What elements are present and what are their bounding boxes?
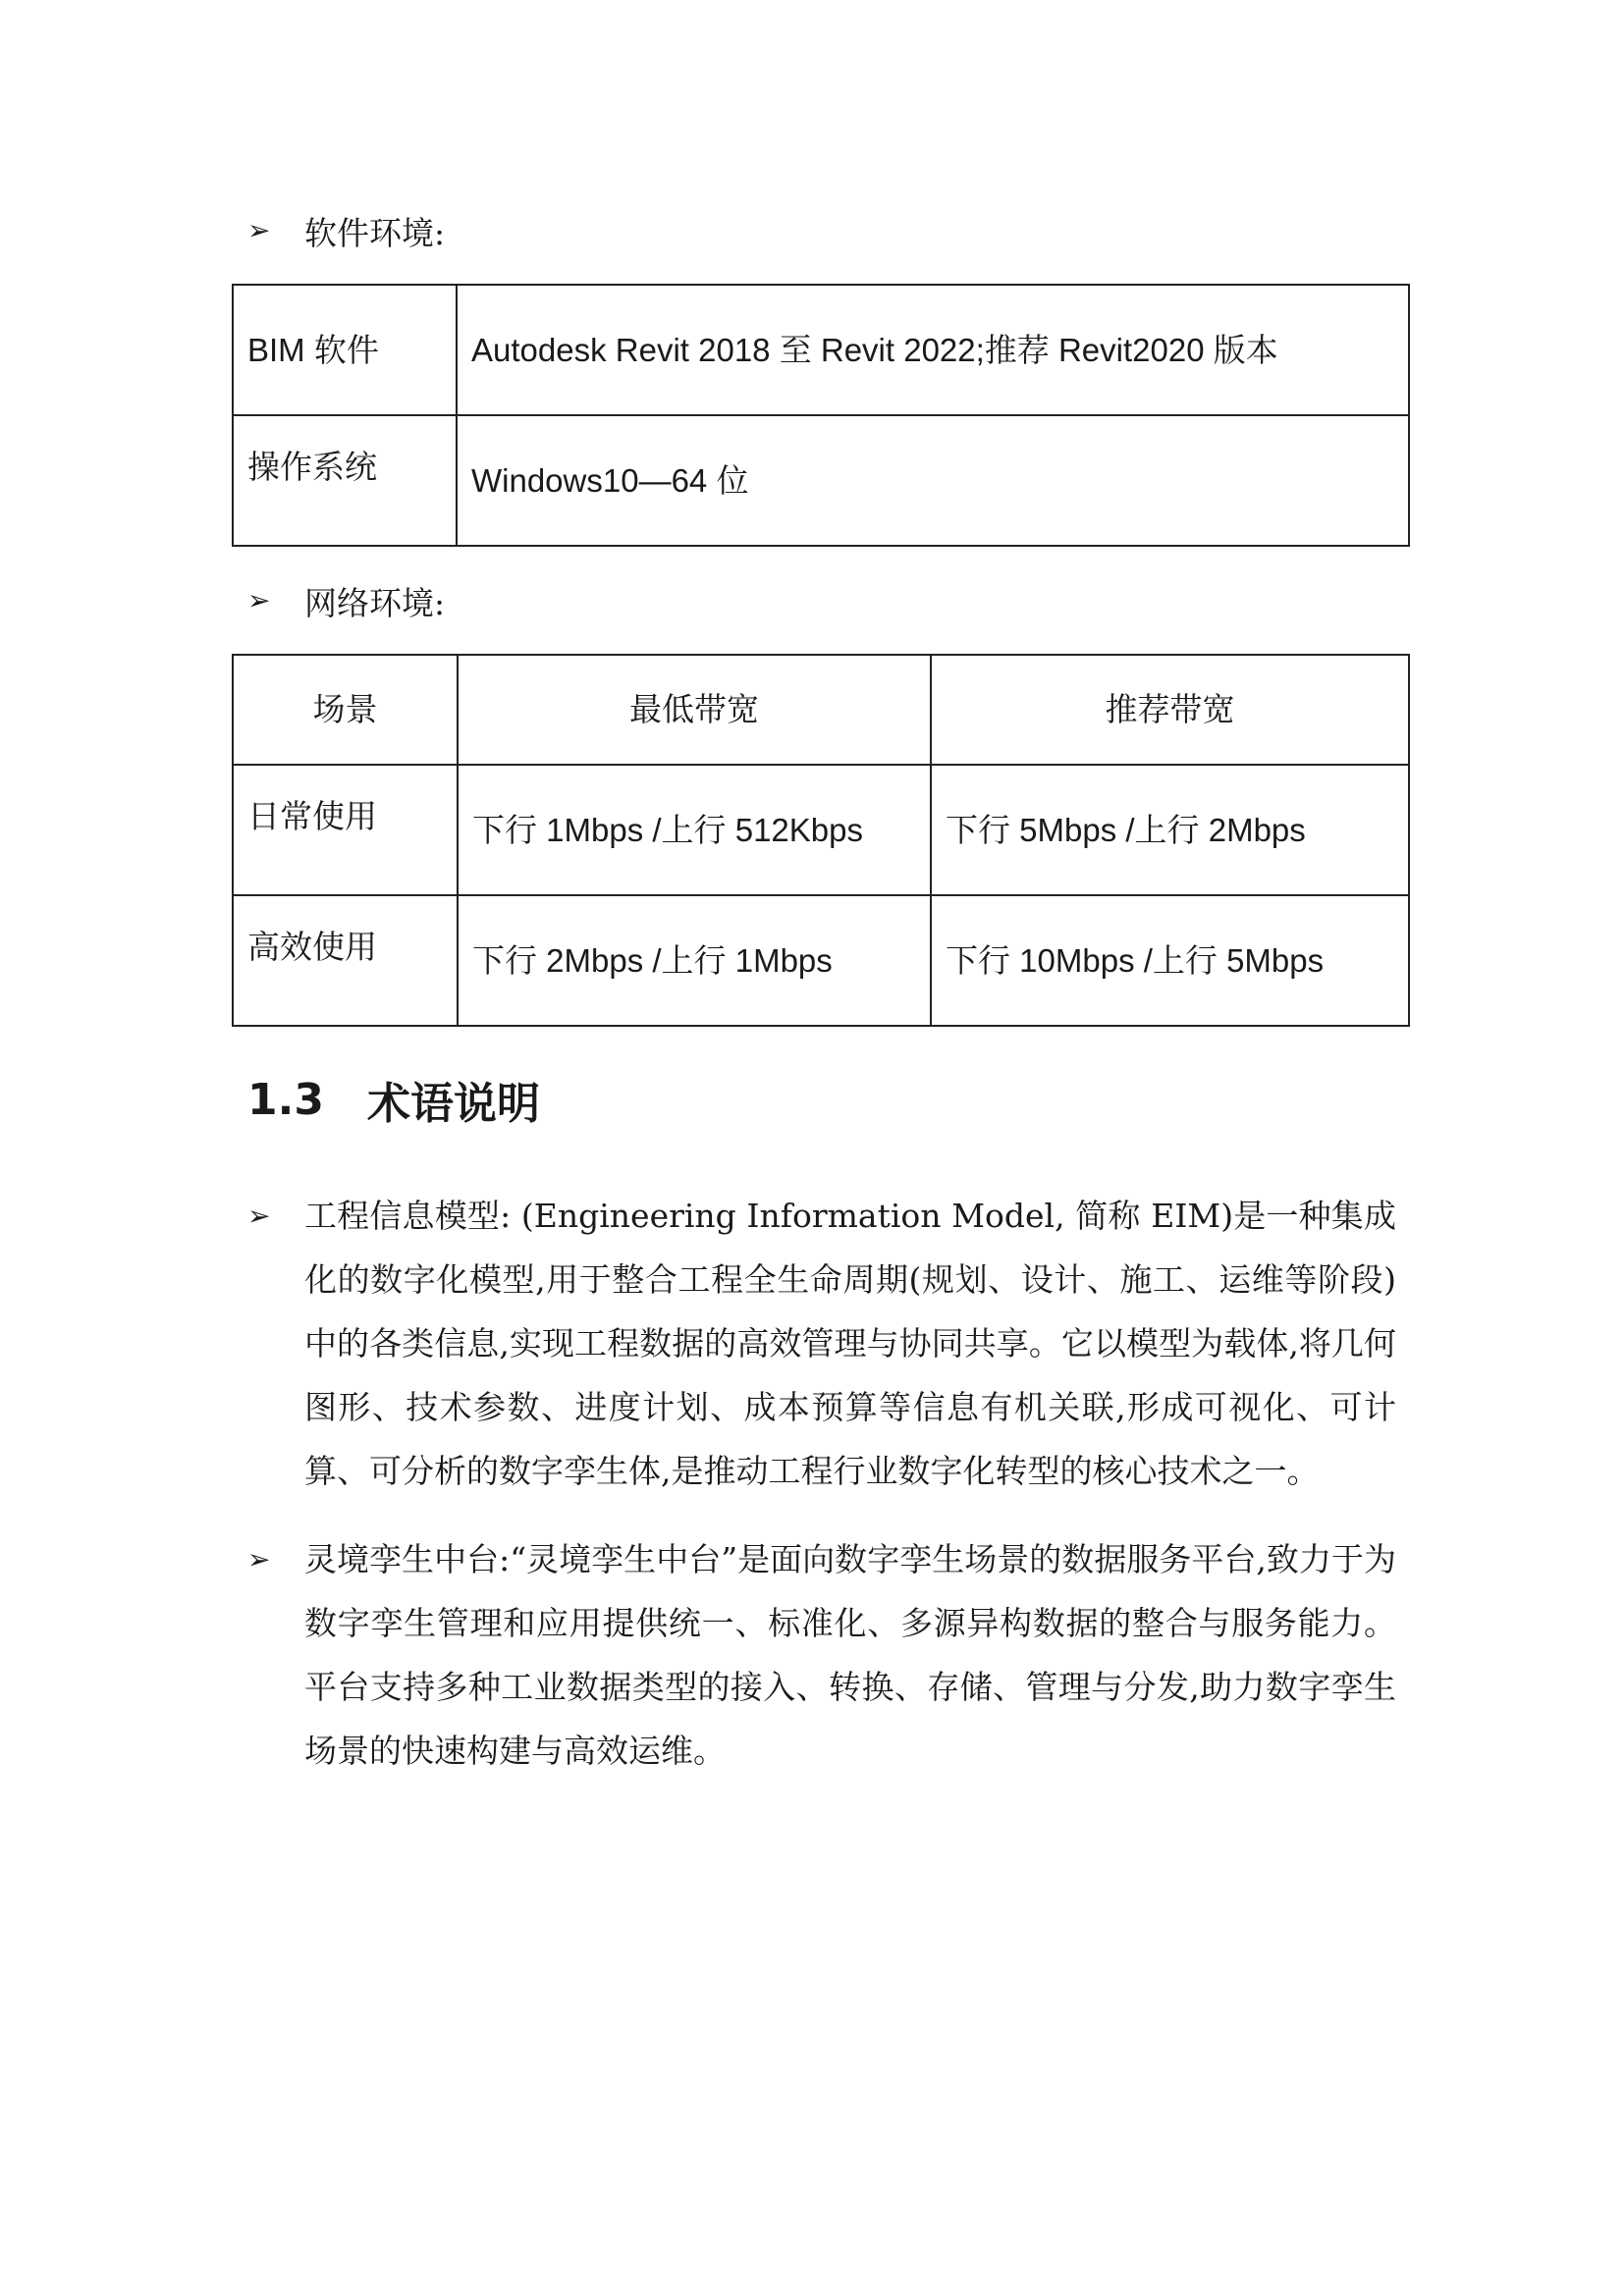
table-row (233, 285, 1409, 415)
network-env-label (247, 576, 445, 625)
recommended-bandwidth-cell: 下行 10Mbps /上行 5Mbps (931, 895, 1409, 1026)
os-value-cell: Windows10—64 位 (457, 415, 1409, 546)
software-table (232, 284, 1410, 547)
min-bandwidth-cell: 下行 2Mbps /上行 1Mbps (458, 895, 931, 1026)
term-twin-platform-text: 灵境孪生中台:“灵境孪生中台”是面向数字孪生场景的数据服务平台,致力于为数字孪生管理和应用提供统一、标准化、多源异构数据的整合与服务能力。平台支持多种工业数据类型的接入、转换、存储、管理与分发,助力数字孪生场景的快速构建与高效运维。 (304, 1540, 1396, 1770)
header-min-bandwidth: 最低带宽 (458, 655, 931, 765)
arrowhead-bullet-icon: ➢ (247, 1543, 271, 1575)
section-number: 1.3 (247, 1074, 324, 1125)
arrowhead-bullet-icon: ➢ (247, 214, 271, 246)
header-recommended-bandwidth: 推荐带宽 (931, 655, 1409, 765)
term-eim-text: 工程信息模型: (Engineering Information Model, 简称 EIM)是一种集成化的数字化模型,用于整合工程全生命周期(规划、设计、施工、运维等阶段)中的各类信息,实现工程数据的高效管理与协同共享。它以模型为载体,将几何图形、技术参数、进度计划、成本预算等信息有机关联,形成可视化、可计算、可分析的数字孪生体,是推动工程行业数字化转型的核心技术之一。 (304, 1197, 1396, 1490)
header-scene: 场景 (233, 655, 458, 765)
network-table (232, 654, 1410, 1027)
table-row (233, 895, 1409, 1026)
section-heading (247, 1068, 540, 1131)
software-value-cell: Autodesk Revit 2018 至 Revit 2022;推荐 Revit2020 版本 (457, 285, 1409, 415)
section-title: 术语说明 (366, 1079, 540, 1129)
recommended-bandwidth-cell: 下行 5Mbps /上行 2Mbps (931, 765, 1409, 895)
table-row (233, 765, 1409, 895)
term-eim (247, 1184, 1396, 1503)
software-key-cell: BIM 软件 (233, 285, 457, 415)
table-header-row (233, 655, 1409, 765)
term-twin-platform (247, 1527, 1396, 1783)
software-env-text: 软件环境: (304, 213, 446, 252)
table-row (233, 415, 1409, 546)
os-key-cell: 操作系统 (233, 415, 457, 546)
scene-cell: 日常使用 (233, 765, 458, 895)
software-env-label (247, 206, 445, 255)
min-bandwidth-cell: 下行 1Mbps /上行 512Kbps (458, 765, 931, 895)
arrowhead-bullet-icon: ➢ (247, 584, 271, 616)
network-env-text: 网络环境: (304, 583, 446, 622)
arrowhead-bullet-icon: ➢ (247, 1200, 271, 1232)
scene-cell: 高效使用 (233, 895, 458, 1026)
